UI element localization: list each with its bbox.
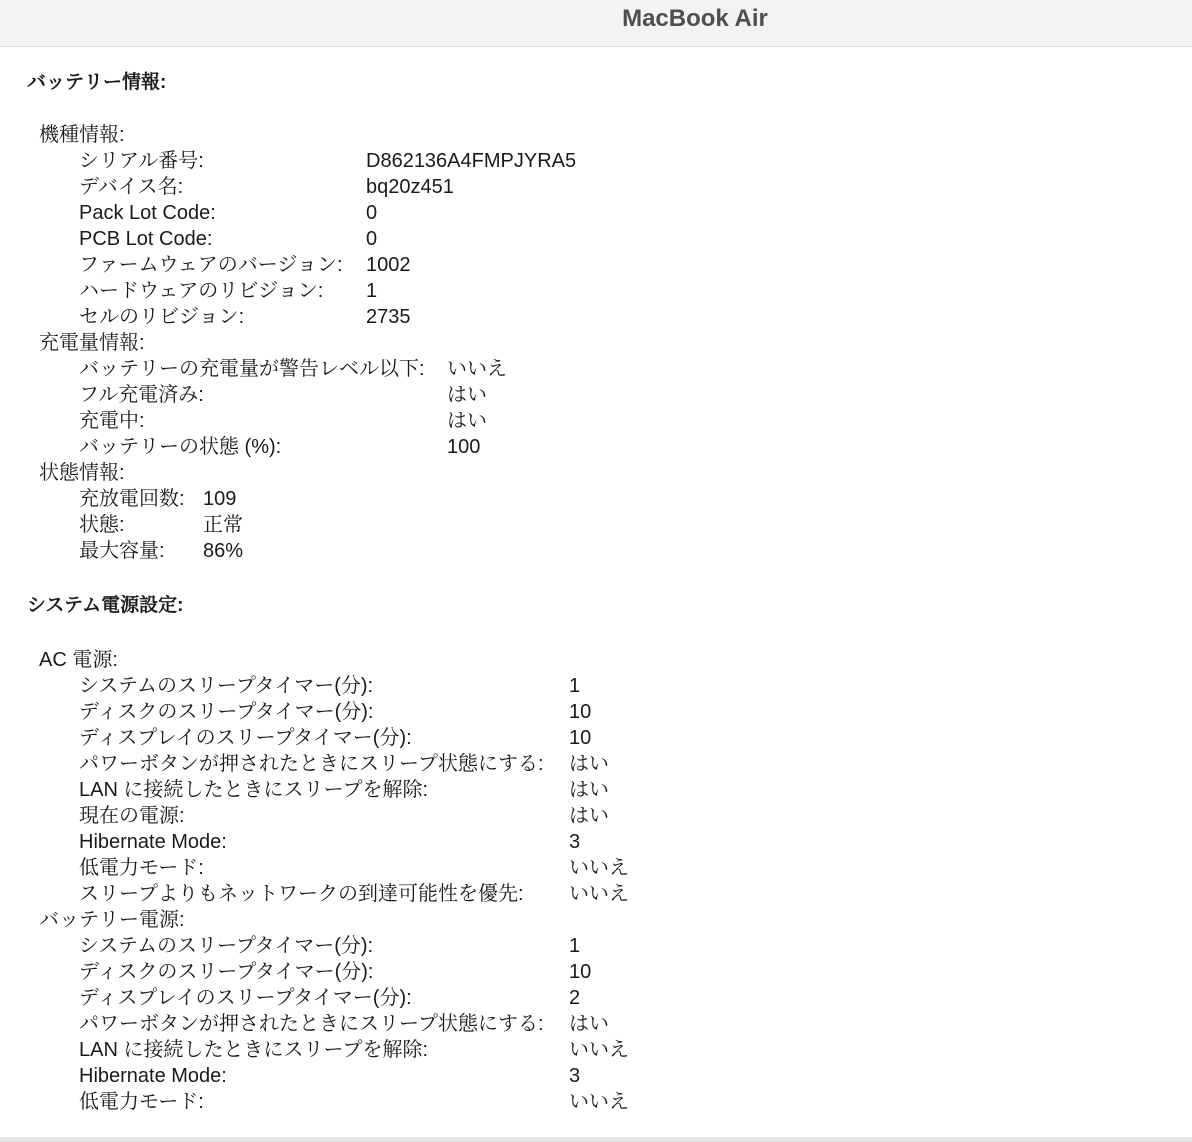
info-key: ディスクのスリープタイマー(分): [79,961,374,983]
info-value: bq20z451 [366,176,454,198]
info-key: 充放電回数: [79,488,185,510]
info-value: 正常 [203,514,243,536]
info-key: LAN に接続したときにスリープを解除: [79,779,429,801]
info-key: パワーボタンが押されたときにスリープ状態にする: [79,753,544,775]
info-value: 1 [569,935,581,957]
info-key: ディスプレイのスリープタイマー(分): [79,727,412,749]
info-value: 100 [447,436,481,458]
info-key: 低電力モード: [79,857,204,879]
bottom-divider [0,1137,1192,1142]
window-titlebar [0,0,1192,47]
info-value: いいえ [569,1091,629,1113]
info-value: 2735 [366,306,411,328]
info-key: デバイス名: [79,176,184,198]
info-value: D862136A4FMPJYRA5 [366,150,577,172]
info-value: 3 [569,831,581,853]
info-key: ディスクのスリープタイマー(分): [79,701,374,723]
info-value: 10 [569,961,592,983]
window-title: MacBook Air [622,5,768,32]
info-value: 2 [569,987,581,1009]
info-key: システムのスリープタイマー(分): [79,675,374,697]
info-value: 3 [569,1065,581,1087]
info-value: 1 [366,280,378,302]
info-key: PCB Lot Code: [79,228,213,250]
info-key: ハードウェアのリビジョン: [79,280,324,302]
info-key: 低電力モード: [79,1091,204,1113]
info-value: はい [569,753,609,775]
info-key: Pack Lot Code: [79,202,216,224]
info-value: いいえ [569,1039,629,1061]
report-content: バッテリー情報: 機種情報: シリアル番号: D862136A4FMPJYRA5 デバイス名: bq20z451 Pack Lot Code: 0 PCB Lot Code: 0 ファームウェアのバージョン: 1002 ハードウェアのリビジョン: 1 セルのリビジョン: 2735 充電量情報: バッテリーの充電量が警告レベル以下: いいえ フル充電済み: はい 充電中: はい バッテリーの状態 (%): 100 状態情報: 充放電回数: 109 状態: 正常 最大容量: 86% システム電源設定: AC 電源: システムのスリープタイマー(分): 1 ディスクのスリープタイマー(分): 10 ディスプレイのスリープタイマー(分): 10 パワーボタンが押されたときにスリープ状態にする: はい LAN に接続したときにスリープを解除: はい 現在の電源: はい Hibernate Mode: 3 低電力モード: いいえ スリープよりもネットワークの到達可能性を優先: いいえ バッテリー電源: システムのスリープタイマー(分): 1 ディスクのスリープタイマー(分): 10 ディスプレイのスリープタイマー(分): 2 パワーボタンが押されたときにスリープ状態にする: はい LAN に接続したときにスリープを解除: いいえ Hibernate Mode: 3 低電力モード: いいえ [0,48,1192,1137]
info-value: いいえ [447,358,507,380]
info-value: 109 [203,488,237,510]
info-key: 最大容量: [79,540,165,562]
info-key: スリープよりもネットワークの到達可能性を優先: [79,883,524,905]
info-value: はい [569,805,609,827]
info-value: 1002 [366,254,411,276]
info-key: 充電中: [79,410,145,432]
info-key: バッテリーの状態 (%): [79,436,282,458]
info-value: 1 [569,675,581,697]
info-key: 現在の電源: [79,805,185,827]
info-value: 0 [366,228,378,250]
info-value: 86% [203,540,244,562]
info-value: 0 [366,202,378,224]
info-key: フル充電済み: [79,384,204,406]
info-value: はい [569,779,609,801]
info-key: シリアル番号: [79,150,204,172]
info-key: LAN に接続したときにスリープを解除: [79,1039,429,1061]
info-key: ディスプレイのスリープタイマー(分): [79,987,412,1009]
info-value: はい [447,410,487,432]
info-key: パワーボタンが押されたときにスリープ状態にする: [79,1013,544,1035]
info-key: セルのリビジョン: [79,306,245,328]
info-key: システムのスリープタイマー(分): [79,935,374,957]
info-value: 10 [569,701,592,723]
info-value: いいえ [569,883,629,905]
info-key: ファームウェアのバージョン: [79,254,343,276]
info-key: 状態: [79,514,125,536]
info-value: 10 [569,727,592,749]
info-value: はい [447,384,487,406]
info-key: バッテリーの充電量が警告レベル以下: [79,358,425,380]
info-key: Hibernate Mode: [79,1065,227,1087]
info-value: はい [569,1013,609,1035]
info-value: いいえ [569,857,629,879]
info-key: Hibernate Mode: [79,831,227,853]
